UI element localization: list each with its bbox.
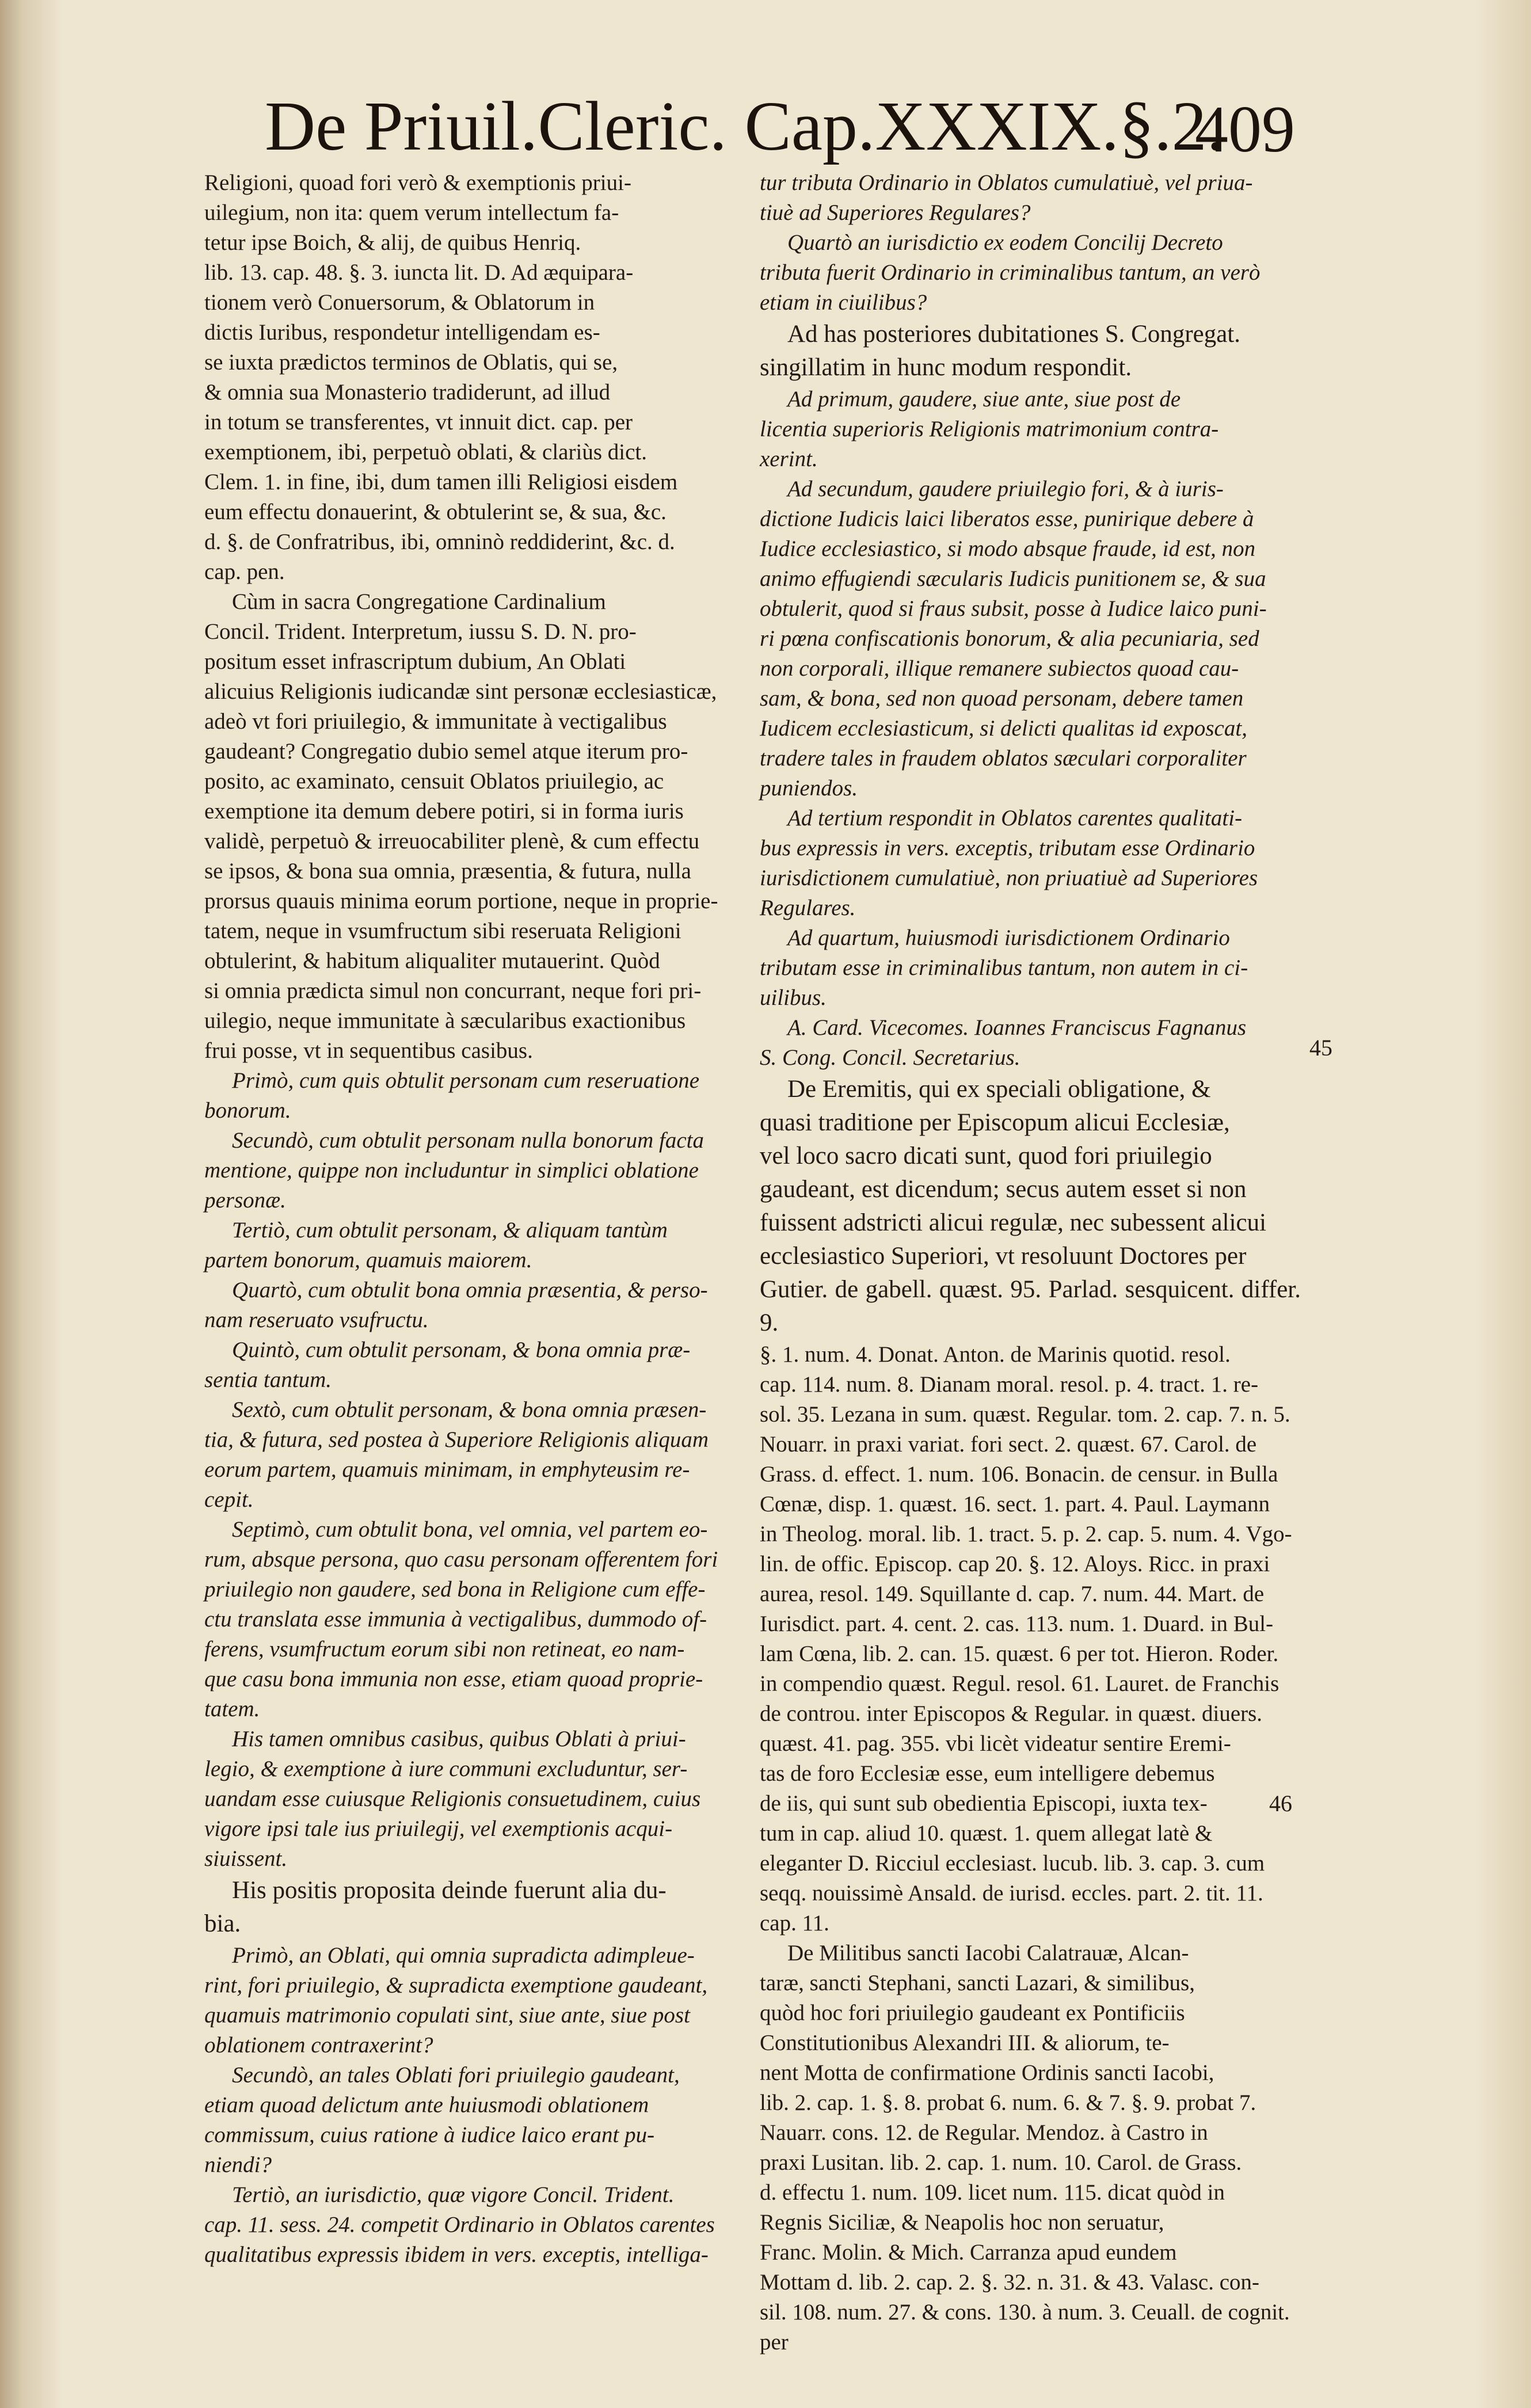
paragraph: Secundò, an tales Oblati fori priuilegio gaudeant, etiam quoad delictum ante huiusmodi oblationem commissum, cuius ratione à iudice laico erant pu- niendi? [204, 2063, 680, 2177]
paragraph: §. 1. num. 4. Donat. Anton. de Marinis quotid. resol. cap. 114. num. 8. Dianam moral. resol. p. 4. tract. 1. re- sol. 35. Lezana in sum. quæst. Regular. tom. 2. cap. 7. n. 5. Nouarr. in praxi variat. fori sect. 2. quæst. 67. Carol. de Grass. d. effect. 1. num. 106. Bonacin. de censur. in Bulla Cœnæ, disp. 1. quæst. 16. sect. 1. part. 4. Paul. Laymann in Theolog. moral. lib. 1. tract. 5. p. 2. cap. 5. num. 4. Vgo- lin. de offic. Episcop. cap 20. §. 12. Aloys. Ricc. in praxi aurea, resol. 149. Squillante d. cap. 7. num. 44. Mart. de Iurisdict. part. 4. cent. 2. cas. 113. num. 1. Duard. in Bul- lam Cœna, lib. 2. can. 15. quæst. 6 per tot. Hieron. Roder. in compendio quæst. Regul. resol. 61. Lauret. de Franchis de controu. inter Episcopos & Regular. in quæst. diuers. quæst. 41. pag. 355. vbi licèt videatur sentire Eremi- tas de foro Ecclesiæ esse, eum intelligere debemus de iis, qui sunt sub obedientia Episcopi, iuxta tex- tum in cap. aliud 10. quæst. 1. quem allegat latè & eleganter D. Ricciul ecclesiast. lucub. lib. 3. cap. 3. cum seqq. nouissimè Ansald. de iurisd. eccles. part. 2. tit. 11. cap. 11. [760, 1342, 1292, 1935]
paragraph: Ad has posteriores dubitationes S. Congregat. singillatim in hunc modum respondit. [760, 321, 1241, 381]
running-title: De Priuil.Cleric. Cap.XXXIX.§.2. [265, 87, 1225, 165]
margin-number: 45 [1309, 1035, 1332, 1061]
page-number: 409 [1195, 93, 1295, 166]
paragraph: Cùm in sacra Congregatione Cardinalium Concil. Trident. Interpretum, iussu S. D. N. pro- positum esset infrascriptum dubium, An Oblati alicuius Religionis iudicandæ sint personæ ecclesiasticæ, adeò vt fori priuilegio, & immunitate à vectigalibus gaudeant? Congregatio dubio semel atque iterum pro- posito, ac examinato, censuit Oblatos priuilegio, ac exemptione ita demum debere potiri, si in forma iuris validè, perpetuò & irreuocabiliter plenè, & cum effectu se ipsos, & bona sua omnia, præsentia, & futura, nulla prorsus quauis minima eorum portione, neque in proprie- tatem, neque in vsumfructum sibi reseruata Religioni obtulerint, & habitum aliqualiter mutauerint. Quòd si omnia prædicta simul non concurrant, neque fori pri- uilegio, neque immunitate à sæcularibus exactionibus frui posse, vt in sequentibus casibus. [204, 589, 718, 1063]
paragraph: His positis proposita deinde fuerunt alia du- bia. [204, 1877, 667, 1937]
paragraph: Religioni, quoad fori verò & exemptionis priui- uilegium, non ita: quem verum intellectum fa- tetur ipse Boich, & alij, de quibus Henriq. lib. 13. cap. 48. §. 3. iuncta lit. D. Ad æquipara- tionem verò Conuersorum, & Oblatorum in dictis Iuribus, respondetur intelligendam es- se iuxta prædictos terminos de Oblatis, qui se, & omnia sua Monasterio tradiderunt, ad illud in totum se transferentes, vt innuit dict. cap. per exemptionem, ibi, perpetuò oblati, & clariùs dict. Clem. 1. in fine, ibi, dum tamen illi Religiosi eisdem eum effectu donauerint, & obtulerint se, & sua, &c. d. §. de Confratribus, ibi, omninò reddiderint, &c. d. cap. pen. [204, 170, 678, 584]
right-column [760, 168, 1301, 2357]
paragraph: Sextò, cum obtulit personam, & bona omnia præsen- tia, & futura, sed postea à Superiore Religionis aliquam eorum partem, quamuis minimam, in emphyteusim re- cepit. [204, 1397, 709, 1512]
paragraph: De Militibus sancti Iacobi Calatrauæ, Alcan- taræ, sancti Stephani, sancti Lazari, & similibus, quòd hoc fori priuilegio gaudeant ex Pontificiis Constitutionibus Alexandri III. & aliorum, te- nent Motta de confirmatione Ordinis sancti Iacobi, lib. 2. cap. 1. §. 8. probat 6. num. 6. & 7. §. 9. probat 7. Nauarr. cons. 12. de Regular. Mendoz. à Castro in praxi Lusitan. lib. 2. cap. 1. num. 10. Carol. de Grass. d. effectu 1. num. 109. licet num. 115. dicat quòd in Regnis Siciliæ, & Neapolis hoc non seruatur, Franc. Molin. & Mich. Carranza apud eundem Mottam d. lib. 2. cap. 2. §. 32. n. 31. & 43. Valasc. con- sil. 108. num. 27. & cons. 130. à num. 3. Ceuall. de cognit. per [760, 1941, 1290, 2354]
paragraph: Secundò, cum obtulit personam nulla bonorum facta mentione, quippe non includuntur in simplici oblatione personæ. [204, 1128, 704, 1213]
paragraph: Ad quartum, huiusmodi iurisdictionem Ordinario tributam esse in criminalibus tantum, non autem in ci- uilibus. [760, 925, 1248, 1010]
paragraph: tur tributa Ordinario in Oblatos cumulatiuè, vel priua- tiuè ad Superiores Regulares? [760, 170, 1253, 225]
paragraph: A. Card. Vicecomes. Ioannes Franciscus Fagnanus S. Cong. Concil. Secretarius. [760, 1015, 1247, 1070]
paragraph: Quartò an iurisdictio ex eodem Concilij Decreto tributa fuerit Ordinario in criminalibus tantum, an verò etiam in ciuilibus? [760, 230, 1260, 315]
paragraph: Primò, an Oblati, qui omnia supradicta adimpleue- rint, fori priuilegio, & supradicta exemptione gaudeant, quamuis matrimonio copulati sint, siue ante, siue post oblationem contraxerint? [204, 1943, 708, 2058]
paragraph: Septimò, cum obtulit bona, vel omnia, vel partem eo- rum, absque persona, quo casu personam offerentem fori priuilegio non gaudere, sed bona in Religione cum effe- ctu translata esse immunia à vectigalibus, dummodo of- ferens, vsumfructum eorum sibi non retineat, eo nam- que casu bona immunia non esse, etiam quoad proprie- tatem. [204, 1517, 718, 1721]
paragraph: Ad primum, gaudere, siue ante, siue post de licentia superioris Religionis matrimonium contra- xerint. [760, 387, 1219, 471]
paragraph: Ad secundum, gaudere priuilegio fori, & à iuris- dictione Iudicis laici liberatos esse, punirique debere à Iudice ecclesiastico, si modo absque fraude, id est, non animo effugiendi sæcularis Iudicis punitionem se, & sua obtulerit, quod si fraus subsit, posse à Iudice laico puni- ri pœna confiscationis bonorum, & alia pecuniaria, sed non corporali, illique remanere subiectos quoad cau- sam, & bona, sed non quoad personam, debere tamen Iudicem ecclesiasticum, si delicti qualitas id exposcat, tradere tales in fraudem oblatos sæculari corporaliter puniendos. [760, 477, 1267, 801]
paragraph: Tertiò, cum obtulit personam, & aliquam tantùm partem bonorum, quamuis maiorem. [204, 1218, 668, 1272]
margin-number: 46 [1269, 1790, 1292, 1816]
paragraph: De Eremitis, qui ex speciali obligatione, & quasi traditione per Episcopum alicui Ecclesiæ, vel loco sacro dicati sunt, quod fori priuilegio gaudeant, est dicendum; secus autem esset si non fuissent adstricti alicui regulæ, nec subessent alicui ecclesiastico Superiori, vt resoluunt Doctores per Gutier. de gabell. quæst. 95. Parlad. sesquicent. differ. 9. [760, 1076, 1301, 1336]
paragraph: Tertiò, an iurisdictio, quæ vigore Concil. Trident. cap. 11. sess. 24. competit Ordinario in Oblatos carentes qualitatibus expressis ibidem in vers. exceptis, intelliga- [204, 2182, 715, 2267]
paragraph: Quartò, cum obtulit bona omnia præsentia, & perso- nam reseruato vsufructu. [204, 1278, 708, 1332]
paragraph: Quintò, cum obtulit personam, & bona omnia præ- sentia tantum. [204, 1338, 691, 1392]
paragraph: Primò, cum quis obtulit personam cum reseruatione bonorum. [204, 1068, 700, 1123]
left-column [204, 168, 745, 2270]
paragraph: Ad tertium respondit in Oblatos carentes qualitati- bus expressis in vers. exceptis, tributam esse Ordinario iurisdictionem cumulatiuè, non priuatiuè ad Superiores Regulares. [760, 806, 1258, 920]
paragraph: His tamen omnibus casibus, quibus Oblati à priui- legio, & exemptione à iure communi excluduntur, ser- uandam esse cuiusque Religionis consuetudinem, cuius vigore ipsi tale ius priuilegij, vel exemptionis acqui- siuissent. [204, 1727, 701, 1871]
